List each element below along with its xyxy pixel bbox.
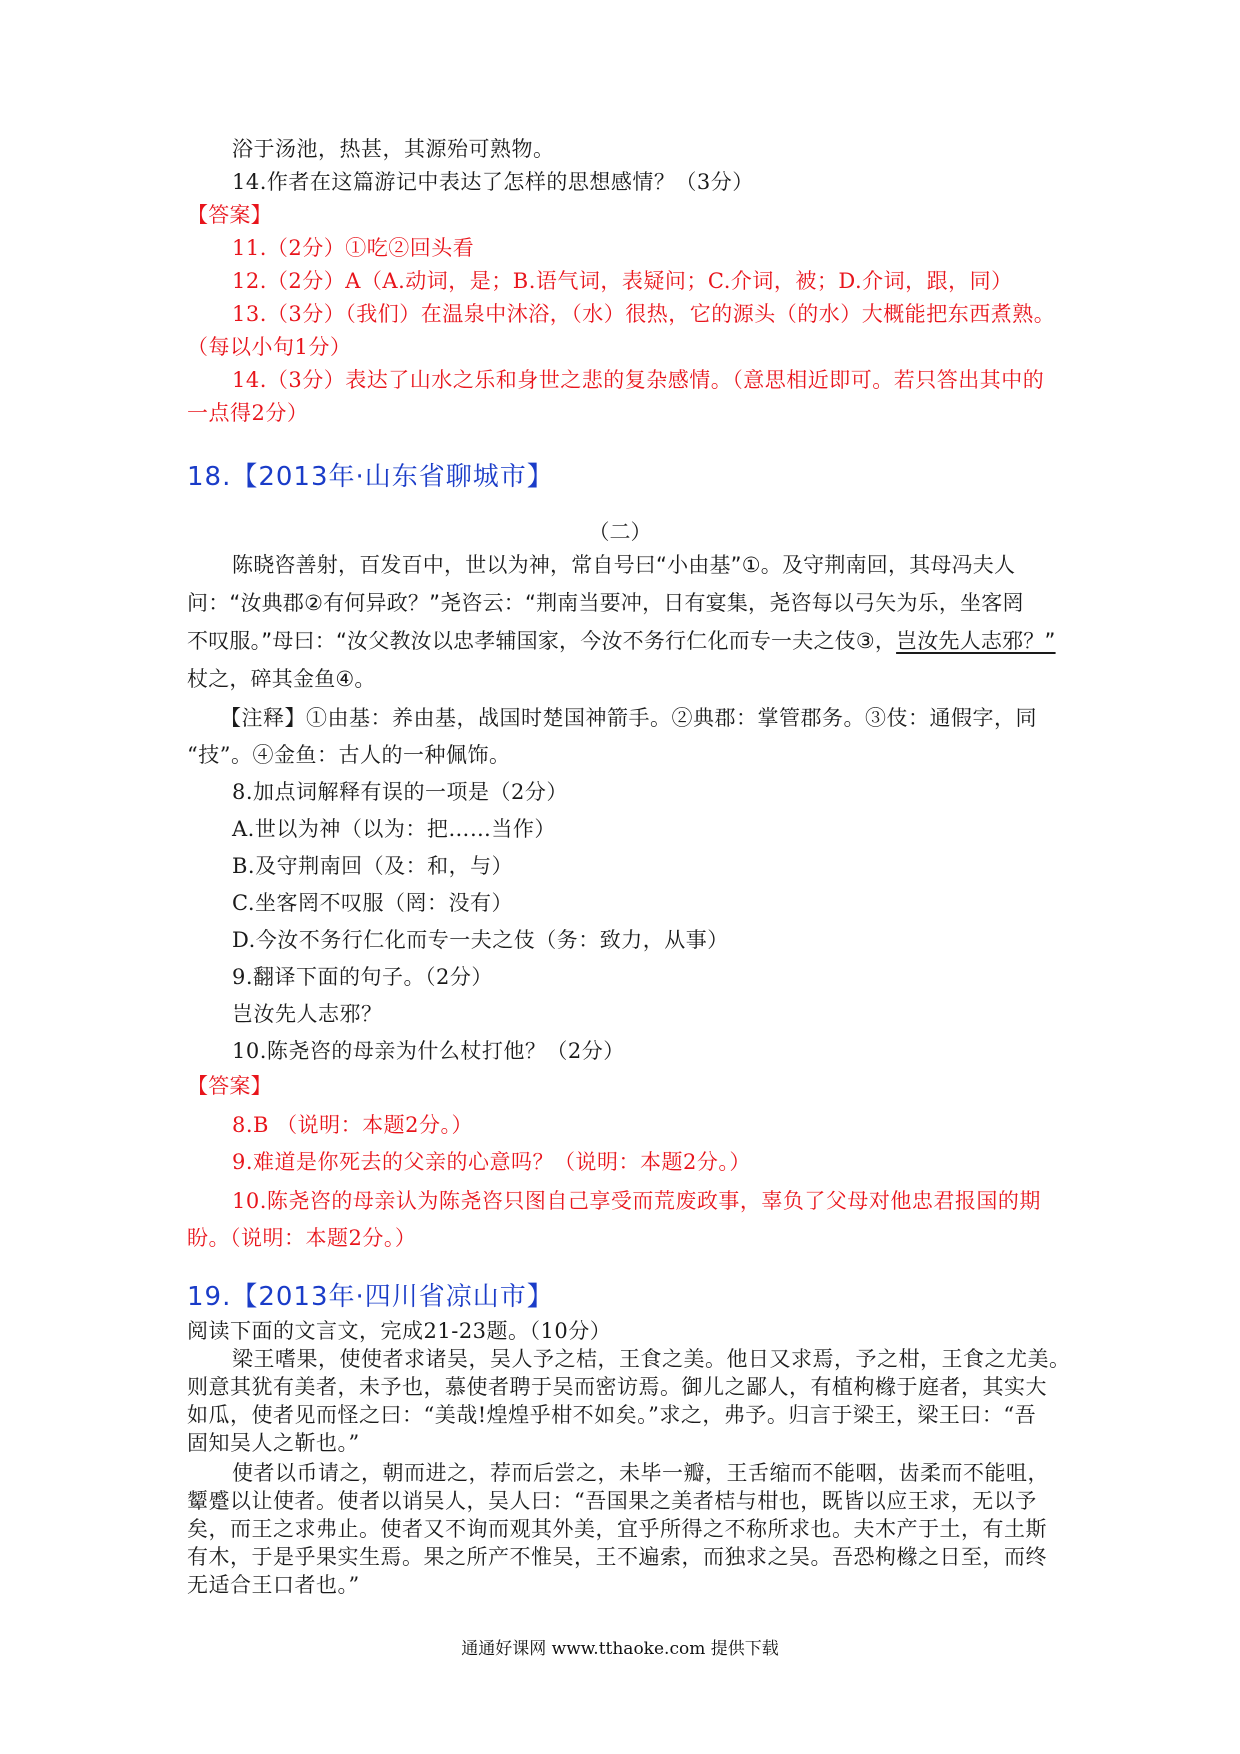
answer-line: 10.陈尧咨的母亲认为陈尧咨只图自己享受而荒废政事，辜负了父母对他忠君报国的期 xyxy=(232,1189,1041,1213)
passage-line: 则意其犹有美者，未予也，慕使者聘于吴而密访焉。御儿之鄙人，有植枸橼于庭者，其实大 xyxy=(187,1375,1047,1399)
option-line: D.今汝不务行仁化而专一夫之伎（务：致力，从事） xyxy=(232,928,729,952)
passage-line: 无适合王口者也。” xyxy=(187,1573,360,1597)
passage-line: 问：“汝典郡②有何异政？”尧咨云：“荆南当要冲，日有宴集，尧咨每以弓矢为乐，坐客罔 xyxy=(187,591,1024,615)
question-14: 14.作者在这篇游记中表达了怎样的思想感情？（3分） xyxy=(232,170,754,194)
passage-line: 浴于汤池，热甚，其源殆可熟物。 xyxy=(232,137,555,161)
answer-line: 13.（3分）（我们）在温泉中沐浴，（水）很热，它的源头（的水）大概能把东西煮熟。 xyxy=(232,302,1056,326)
passage-line xyxy=(187,626,1056,656)
underlined-sentence: 岂汝先人志邪？” xyxy=(896,629,1056,653)
question-line: 岂汝先人志邪？ xyxy=(232,1002,383,1026)
passage-line: 梁王嗜果，使使者求诸吴，吴人予之桔，王食之美。他日又求焉，予之柑，王食之尤美。 xyxy=(232,1347,1071,1371)
passage-line: 使者以币请之，朝而进之，荐而后尝之，未毕一瓣，王舌缩而不能咽，齿柔而不能咀， xyxy=(232,1461,1049,1485)
passage-line: 有木，于是乎果实生焉。果之所产不惟吴，王不遍索，而独求之吴。吾恐枸橼之日至，而终 xyxy=(187,1545,1047,1569)
answer-line: 一点得2分） xyxy=(187,401,309,425)
passage-line: 杖之，碎其金鱼④。 xyxy=(187,667,376,691)
answer-line: 11.（2分）①吃②回头看 xyxy=(232,236,475,260)
question-line: 8.加点词解释有误的一项是（2分） xyxy=(232,780,568,804)
question-line: 10.陈尧咨的母亲为什么杖打他？（2分） xyxy=(232,1039,625,1063)
question-line: 9.翻译下面的句子。（2分） xyxy=(232,965,493,989)
passage-line: 阅读下面的文言文，完成21-23题。（10分） xyxy=(187,1319,612,1343)
passage-text: 不叹服。”母曰：“汝父教汝以忠孝辅国家，今汝不务行仁化而专一夫之伎③， xyxy=(187,629,897,653)
answer-line: 8.B （说明：本题2分。） xyxy=(232,1113,474,1137)
notes-line: 【注释】①由基：养由基，战国时楚国神箭手。②典郡：掌管郡务。③伎：通假字，同 xyxy=(220,706,1037,730)
passage-line: 颦蹙以让使者。使者以诮吴人，吴人曰：“吾国果之美者桔与柑也，既皆以应王求，无以予 xyxy=(187,1489,1037,1513)
option-line: B.及守荆南回（及：和，与） xyxy=(232,854,514,878)
section-18-heading: 18.【2013年·山东省聊城市】 xyxy=(187,462,554,492)
section-19-heading: 19.【2013年·四川省凉山市】 xyxy=(187,1282,554,1312)
answer-line: 9.难道是你死去的父亲的心意吗？（说明：本题2分。） xyxy=(232,1150,751,1174)
notes-line: “技”。④金鱼：古人的一种佩饰。 xyxy=(187,743,511,767)
answer-line: 12.（2分）A（A.动词，是；B.语气词，表疑问；C.介词，被；D.介词，跟，同） xyxy=(232,269,1013,293)
passage-line: 矣，而王之求弗止。使者又不询而观其外美，宜乎所得之不称所求也。夫木产于土，有土斯 xyxy=(187,1517,1047,1541)
answer-line: 14.（3分）表达了山水之乐和身世之悲的复杂感情。（意思相近即可。若只答出其中的 xyxy=(232,368,1045,392)
answer-line: 盼。（说明：本题2分。） xyxy=(187,1226,417,1250)
passage-line: 固知吴人之靳也。” xyxy=(187,1431,360,1455)
passage-line: 如瓜，使者见而怪之曰：“美哉!煌煌乎柑不如矣。”求之，弗予。归言于梁王，梁王曰：“吾 xyxy=(187,1403,1037,1427)
section-18-subtitle: （二） xyxy=(588,520,652,544)
answer-line: （每以小句1分） xyxy=(187,335,352,359)
option-line: A.世以为神（以为：把……当作） xyxy=(232,817,556,841)
page-footer: 通通好课网 www.tthaoke.com 提供下载 xyxy=(461,1639,779,1659)
passage-line: 陈晓咨善射，百发百中，世以为神，常自号曰“小由基”①。及守荆南回，其母冯夫人 xyxy=(232,553,1016,577)
answer-label: 【答案】 xyxy=(187,1074,272,1098)
option-line: C.坐客罔不叹服（罔：没有） xyxy=(232,891,513,915)
answer-label: 【答案】 xyxy=(187,203,272,227)
